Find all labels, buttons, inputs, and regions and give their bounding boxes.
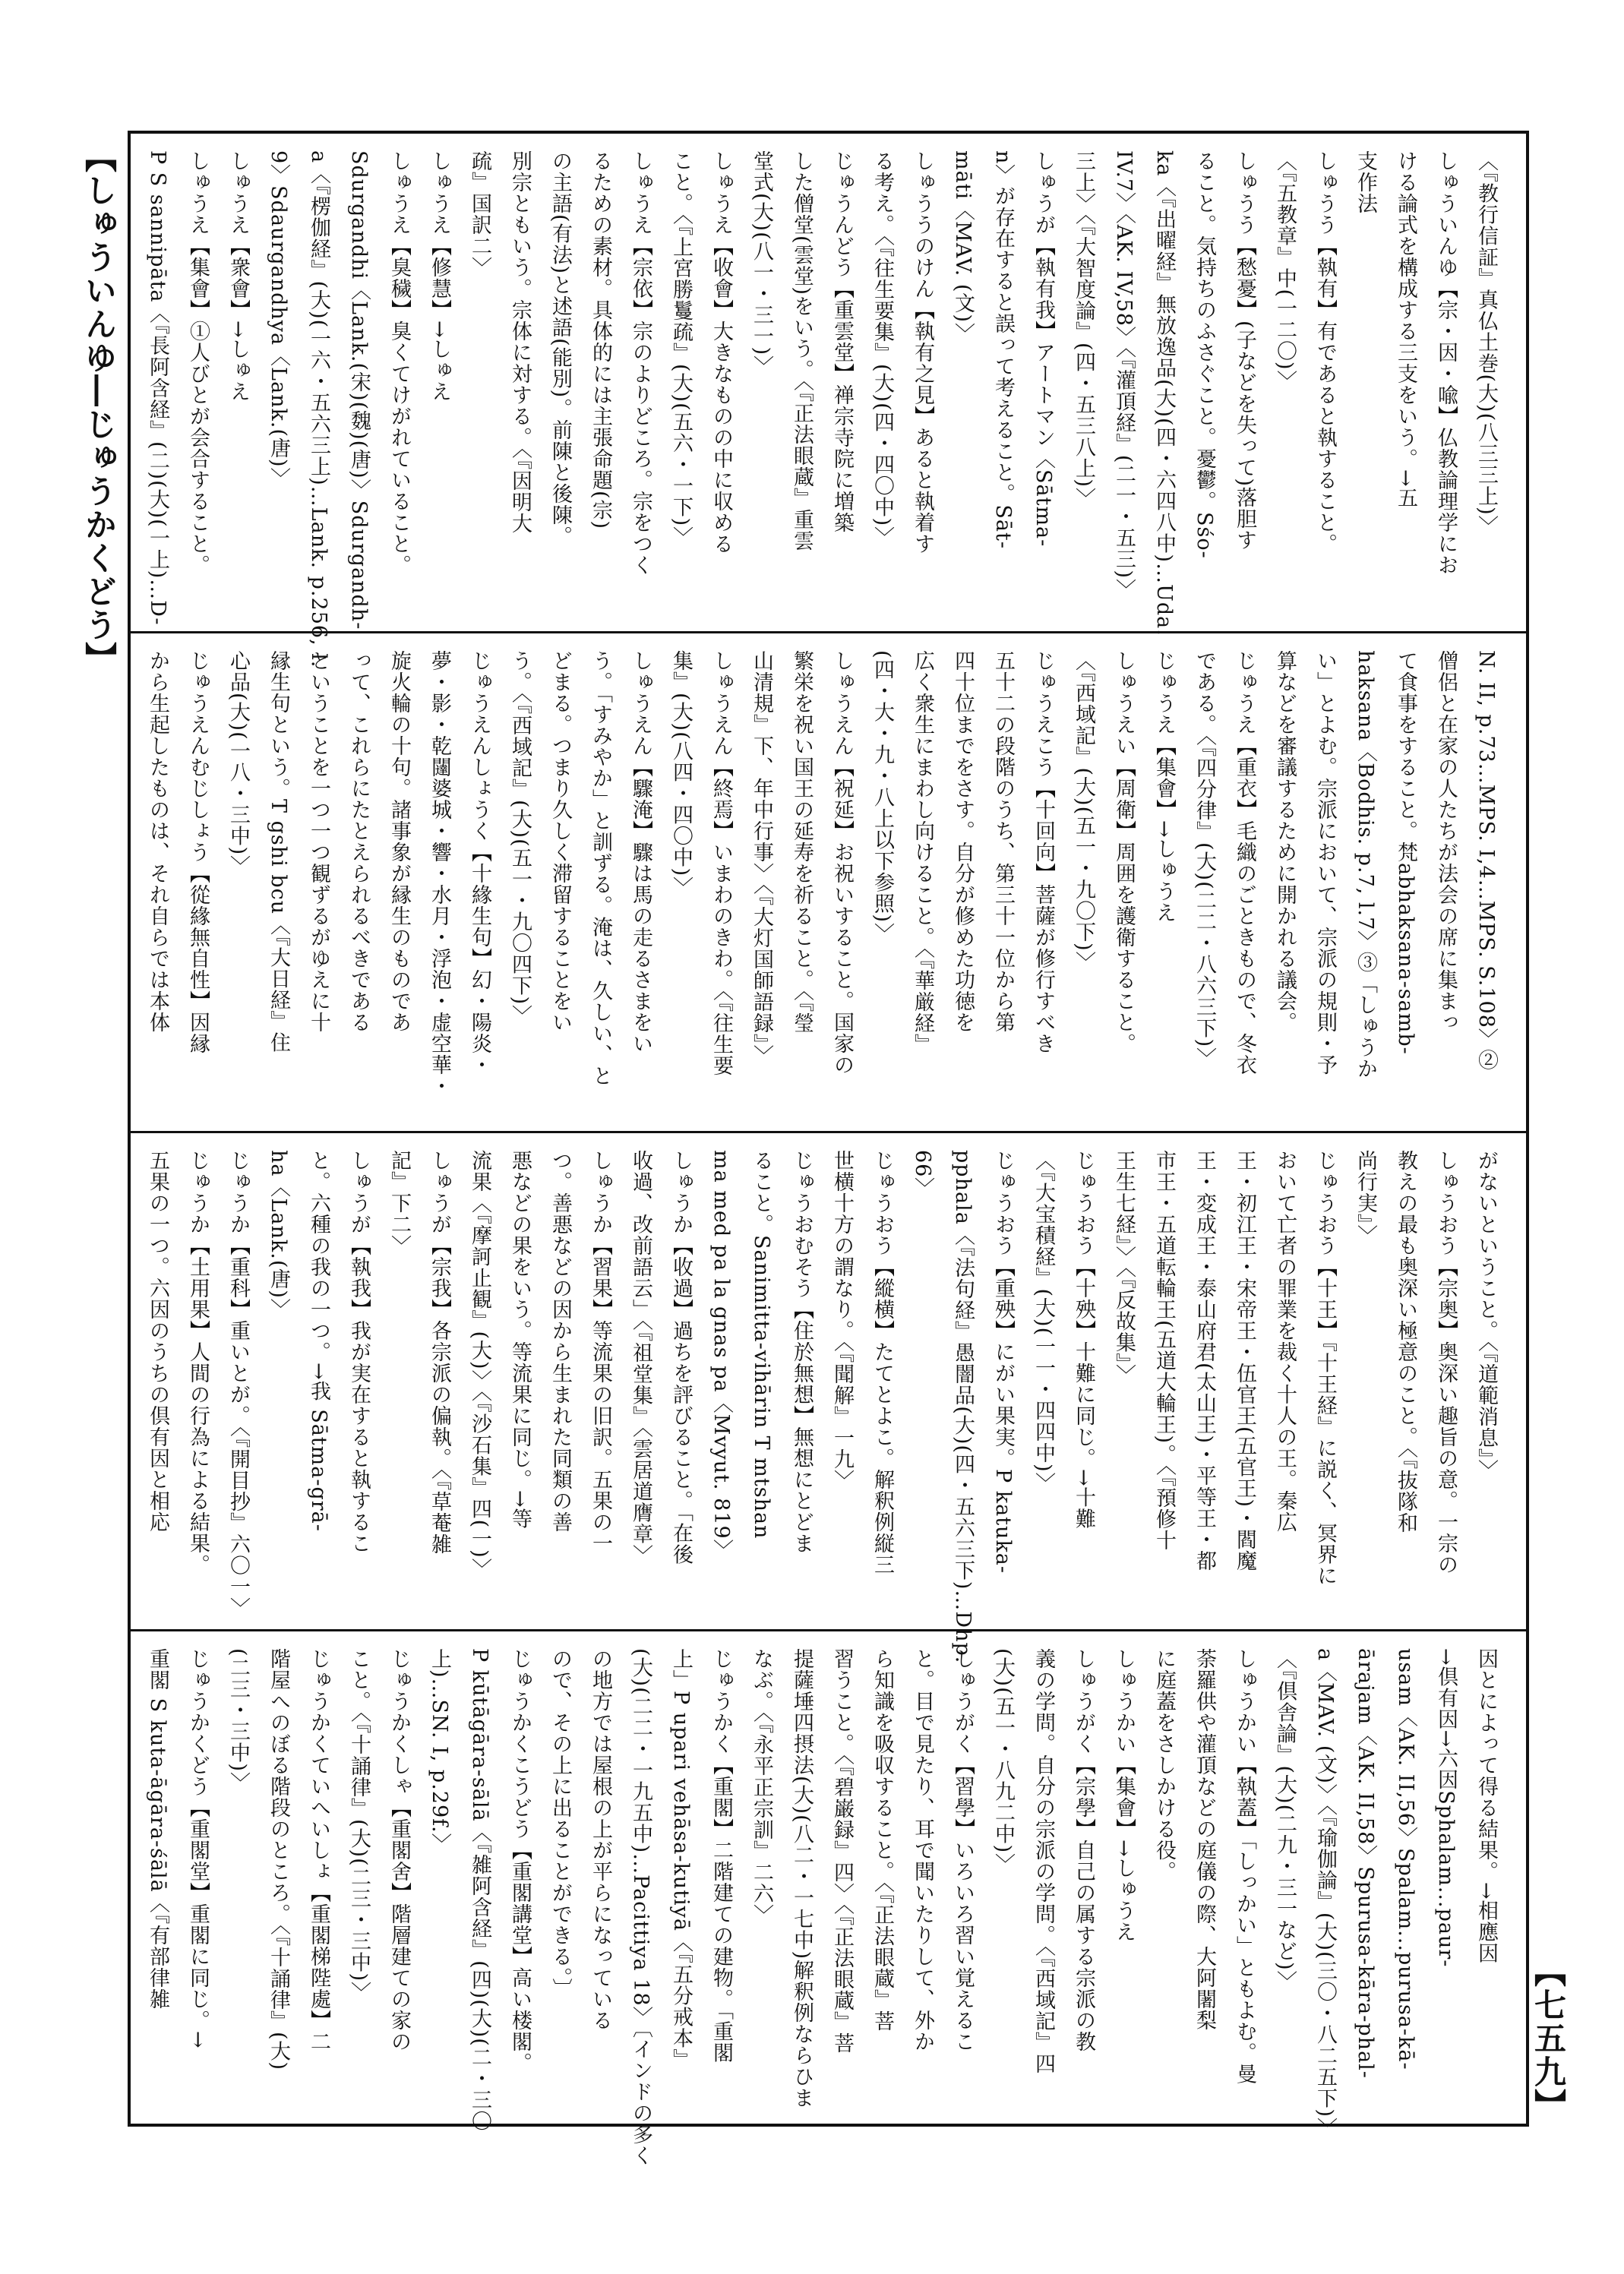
dictionary-line: どまる。つまり久しく滞留することをい xyxy=(548,650,572,1033)
running-head-title: 【しゅういんゆ―じゅうかくどう】 xyxy=(81,141,118,675)
dictionary-line: しゅうえ【收會】大きなものの中に収める xyxy=(709,150,733,554)
dictionary-line: って、これらにたとえられるべきである xyxy=(347,650,371,1033)
dictionary-line: しゅうえ【臭穢】臭くてけがれていること。 xyxy=(387,150,411,576)
page-frame xyxy=(128,131,1529,2167)
dictionary-line: しゅうがく【習學】いろいろ習い覚えるこ xyxy=(951,1648,975,2052)
page-number: 【七五九】 xyxy=(1530,1955,1567,2122)
dictionary-line: じゅうおう【十王】『十王経』に説く、冥界に xyxy=(1313,1150,1337,1587)
dictionary-line: 記』下二〉 xyxy=(387,1150,411,1256)
dictionary-line: 王・初江王・宋帝王・伍官王(五官王)・閻魔 xyxy=(1233,1150,1256,1572)
dictionary-line: しゅうかい【執蓋】「しっかい」ともよむ。曼 xyxy=(1233,1648,1256,2085)
dictionary-line: しゅうがく【宗學】自己の属する宗派の教 xyxy=(1072,1648,1095,2052)
dictionary-line: n〉が存在すると誤って考えること。Sāt- xyxy=(991,150,1015,549)
dictionary-line: である。〈『四分律』(大)(二二・八六三下)〉 xyxy=(1193,650,1216,1069)
dictionary-line: a〈『楞伽経』(大)(一六・五六三上)…Lank. p.256, l. xyxy=(307,150,330,668)
dictionary-line: Sdurgandhi〈Lank.(宋)(魏)(唐)〉Sdurgandh- xyxy=(347,150,371,630)
dictionary-line: 広く衆生にまわし向けること。〈『華厳経』 xyxy=(911,650,934,1055)
tier-4 xyxy=(131,1631,1526,2167)
dictionary-line: 算などを審議するために開かれる議会。 xyxy=(1273,650,1297,1033)
dictionary-line: 重閣 S kuta-āgāra-śālā〈『有部律雑 xyxy=(146,1648,169,2010)
dictionary-line: 荼羅供や灌頂などの庭儀の際、大阿闍梨 xyxy=(1193,1648,1216,2031)
dictionary-line: しゅうえん【驟淹】驟は馬の走るさまをい xyxy=(629,650,652,1054)
dictionary-line: 三上〉〈『大智度論』(四・五三八上)〉 xyxy=(1072,150,1095,510)
dictionary-line: 習うこと。〈『碧巌録』四〉〈『正法眼蔵』菩 xyxy=(830,1648,854,2054)
dictionary-line: しゅういんゆ【宗・因・喩】仏教論理学にお xyxy=(1434,150,1458,576)
tier-1 xyxy=(131,134,1526,668)
dictionary-line: 山清規』下、年中行事〉〈『大灯国師語録』〉 xyxy=(750,650,773,1066)
dictionary-line: (二三・三中)〉 xyxy=(226,1648,250,1794)
dictionary-line: した僧堂(雲堂)をいう。〈『正法眼蔵』重雲 xyxy=(790,150,814,552)
dictionary-line: がないということ。〈『道範消息』〉 xyxy=(1474,1150,1498,1481)
dictionary-line: おいて亡者の罪業を裁く十人の王。秦広 xyxy=(1273,1150,1297,1533)
dictionary-line: 五果の一つ。六因のうちの倶有因と相応 xyxy=(146,1150,169,1533)
dictionary-line: 縁生句という。T gshi bcu〈『大日経』住 xyxy=(267,650,290,1053)
dictionary-line: (四・大・九・八上以下参照)〉 xyxy=(870,650,894,945)
dictionary-line: しゅうが【執我】我が実在すると執するこ xyxy=(347,1150,371,1554)
dictionary-line: IV.7〉〈AK. IV,58〉〈『灌頂経』(二一・五三)〉 xyxy=(1112,150,1136,600)
dictionary-line: 義の学問。自分の宗派の学問。〈『西域記』四 xyxy=(1032,1648,1055,2074)
dictionary-line: 僧侶と在家の人たちが法会の席に集まっ xyxy=(1434,650,1458,1033)
dictionary-line: 別宗ともいう。宗体に対する。〈『因明大 xyxy=(508,150,532,534)
dictionary-line: haksana〈Bodhis. p.7, l.7〉③「しゅうか xyxy=(1354,650,1377,1080)
dictionary-line: の主語(有法)と述語(能別)。前陳と後陳。 xyxy=(548,150,572,548)
dictionary-line: 夢・影・乾闥婆城・響・水月・浮泡・虚空華・ xyxy=(428,650,451,1097)
dictionary-line: 悪などの果をいう。等流果に同じ。→等 xyxy=(508,1150,532,1530)
dictionary-line: 收過、改前語云」〈『祖堂集』〈雲居道膺章〉 xyxy=(629,1150,652,1566)
dictionary-line: じゅうおう【重殃】にがい果実。P katuka- xyxy=(991,1150,1015,1574)
dictionary-line: 堂式(大)(八一・三一)〉 xyxy=(750,150,773,377)
tier-3-text xyxy=(146,1150,1506,1664)
dictionary-line: じゅうえんしょうく【十緣生句】幻・陽炎・ xyxy=(468,650,491,1075)
dictionary-line: しゅうえん【祝延】お祝いすること。国家の xyxy=(830,650,854,1075)
dictionary-line: N. II, p.73…MPS. I,4…MPS. S.108〉② xyxy=(1474,650,1498,1071)
tier-1-text xyxy=(146,150,1506,668)
dictionary-line: a〈MAV. (文)〉〈『瑜伽論』(大)(三〇・八二五下)〉 xyxy=(1313,1648,1337,2140)
dictionary-line: ka〈『出曜経』無放逸品(大)(四・六四八中)…Uda. xyxy=(1152,150,1176,636)
dictionary-line: 疏』国訳二〉 xyxy=(468,150,491,278)
dictionary-line: い」とよむ。宗派において、宗派の規則・予 xyxy=(1313,650,1337,1075)
dictionary-line: しゅうえい【周衛】周囲を護衛すること。 xyxy=(1112,650,1136,1054)
dictionary-line: しゅううのけん【執有之見】あると執着す xyxy=(911,150,934,554)
dictionary-line: 流果〈『摩訶止観』(大)〉〈『沙石集』四(一)〉 xyxy=(468,1150,491,1580)
dictionary-line: P kūtāgāra-sālā〈『雑阿含経』(四)(大)(二・三〇 xyxy=(468,1648,491,2132)
dictionary-line: pphala〈『法句経』愚闇品(大)(四・五六三下)…Dhp. xyxy=(951,1150,975,1664)
dictionary-line: なぶ。〈『永平正宗訓』二六〉 xyxy=(750,1648,773,1925)
dictionary-line: しゅうえ【衆會】→しゅえ xyxy=(226,150,250,403)
dictionary-line: じゅうおむそう【住於無想】無想にとどま xyxy=(790,1150,814,1554)
dictionary-line: 因とによって得る結果。→相應因 xyxy=(1474,1648,1498,1964)
dictionary-line: じゅうえ【重衣】毛織のごときもので、冬衣 xyxy=(1233,650,1256,1075)
dictionary-line: しゅうかい【集會】→しゅうえ xyxy=(1112,1648,1136,1943)
dictionary-line: しゅうう【執有】有であると執すること。 xyxy=(1313,150,1337,554)
dictionary-line: に庭蓋をさしかける役。 xyxy=(1152,1648,1176,1882)
dictionary-line: る考え。〈『往生要集』(大)(四・四〇中)〉 xyxy=(870,150,894,548)
dictionary-line: じゅうえこう【十回向】菩薩が修行すべき xyxy=(1032,650,1055,1054)
dictionary-line: しゅうが【宗我】各宗派の偏執。〈『草菴雑 xyxy=(428,1150,451,1555)
dictionary-line: 〈『大宝積経』(大)(一一・四四中)〉 xyxy=(1032,1150,1055,1494)
dictionary-line: ということを一つ一つ観ずるがゆえに十 xyxy=(307,650,330,1033)
dictionary-line: じゅうえんむじしょう【從緣無自性】因縁 xyxy=(186,650,210,1054)
dictionary-line: ので、その上に出ることができる。〕 xyxy=(548,1648,572,2000)
dictionary-line: じゅうかくていへいしょ【重閣梯陛處】二 xyxy=(307,1648,330,2052)
dictionary-line: 四十位までをさす。自分が修めた功徳を xyxy=(951,650,975,1033)
dictionary-line: ら知識を吸収すること。〈『正法眼蔵』菩 xyxy=(870,1648,894,2032)
dictionary-line: 繁栄を祝い国王の延寿を祈ること。〈『瑩 xyxy=(790,650,814,1034)
dictionary-line: ārajam〈AK. II,58〉Spurusa-kāra-phal- xyxy=(1354,1648,1377,2079)
tier-4-text xyxy=(146,1648,1506,2167)
dictionary-line: 〈『教行信証』真仏土巻(大)(八三三上)〉 xyxy=(1474,150,1498,537)
dictionary-line: て食事をすること。梵abhaksana-samb- xyxy=(1394,650,1417,1055)
dictionary-line: じゅうんどう【重雲堂】禅宗寺院に増築 xyxy=(830,150,854,533)
tier-2-text xyxy=(146,650,1506,1114)
dictionary-line: 上」P upari vehāsa-kutiyā〈『五分戒本』 xyxy=(669,1648,693,2070)
dictionary-line: しゅうえ【集會】①人びとが会合すること。 xyxy=(186,150,210,576)
dictionary-line: P S sannipāta〈『長阿含経』(二)(大)(一上)…D- xyxy=(146,150,169,626)
dictionary-line: の地方では屋根の上が平らになっている xyxy=(589,1648,612,2031)
dictionary-line: 〈『倶舎論』(大)(二九・三一など)〉 xyxy=(1273,1648,1297,1992)
dictionary-line: じゅうえ【集會】→しゅうえ xyxy=(1152,650,1176,924)
dictionary-line: しゅうえん【終焉】いまわのきわ。〈『往生要 xyxy=(709,650,733,1076)
dictionary-line: 9〉Sdaurgandhya〈Lank.(唐)〉 xyxy=(267,150,290,489)
dictionary-line: しゅうか【收過】過ちを評びること。「在後 xyxy=(669,1150,693,1565)
dictionary-line: じゅうかくどう【重閣堂】重閣に同じ。→ xyxy=(186,1648,210,2049)
dictionary-line: じゅうかく【重閣】二階建ての建物。「重閣 xyxy=(709,1648,733,2064)
dictionary-line: ること。Sanimitta-vihārin T mtshan xyxy=(750,1150,773,1540)
dictionary-line: māti〈MAV. (文)〉 xyxy=(951,150,975,344)
dictionary-line: ること。気持ちのふさぐこと。憂鬱。Sśo- xyxy=(1193,150,1216,559)
dictionary-line: 階屋へのぼる階段のところ。〈『十誦律』(大) xyxy=(267,1648,290,2071)
dictionary-line: から生起したものは、それ自らでは本体 xyxy=(146,650,169,1033)
dictionary-line: しゅうか【習果】等流果の旧訳。五果の一 xyxy=(589,1150,612,1554)
dictionary-line: 王生七経』〉〈『反故集』〉 xyxy=(1112,1150,1136,1385)
dictionary-line: と。目で見たり、耳で聞いたりして、外か xyxy=(911,1648,934,2052)
dictionary-line: じゅうか【土用果】人間の行為による結果。 xyxy=(186,1150,210,1575)
dictionary-line: う。「すみやか」と訓ずる。淹は、久しい、と xyxy=(589,650,612,1087)
dictionary-line: 支作法 xyxy=(1354,150,1377,214)
dictionary-line: つ。善悪などの因から生まれた同類の善 xyxy=(548,1150,572,1533)
dictionary-line: 上)…SN. I, p.29f.〉 xyxy=(428,1648,451,1855)
dictionary-line: 旋火輪の十句。諸事象が縁生のものであ xyxy=(387,650,411,1033)
dictionary-line: じゅうおう【縱横】たてとよこ。解釈例縦三 xyxy=(870,1150,894,1575)
dictionary-line: 心品(大)(一八・三中)〉 xyxy=(226,650,250,877)
tier-3 xyxy=(131,1133,1526,1664)
dictionary-line: 世横十方の謂なり。〈『聞解』一九〉 xyxy=(830,1150,854,1491)
dictionary-line: ける論式を構成する三支をいう。→五 xyxy=(1394,150,1417,509)
dictionary-line: (大)(二二・一九五中)…Pacittiya 18〉〔インドの多く xyxy=(629,1648,652,2167)
dictionary-line: 集』(大)(八四・四〇中)〉 xyxy=(669,650,693,899)
dictionary-line: じゅうおう【十殃】十難に同じ。→十難 xyxy=(1072,1150,1095,1530)
dictionary-line: と。六種の我の一つ。→我 Sātma-grā- xyxy=(307,1150,330,1532)
dictionary-line: 66〉 xyxy=(911,1150,934,1199)
dictionary-line: しゅうう【愁憂】(子などを失って)落胆す xyxy=(1233,150,1256,551)
dictionary-line: こと。〈『十誦律』(大)(二三・三中)〉 xyxy=(347,1648,371,2004)
dictionary-line: ha〈Lank.(唐)〉 xyxy=(267,1150,290,1320)
dictionary-line: 市王・五道転輪王(五道大輪王)。〈『預修十 xyxy=(1152,1150,1176,1552)
dictionary-line: う。〈『西域記』(大)(五一・九〇四下)〉 xyxy=(508,650,532,1027)
dictionary-line: 五十二の段階のうち、第三十一位から第 xyxy=(991,650,1015,1033)
dictionary-line: 〈『五教章』中(一二〇)〉 xyxy=(1273,150,1297,392)
tier-2 xyxy=(131,633,1526,1133)
dictionary-line: じゅうかくこうどう【重閣講堂】高い楼閣。 xyxy=(508,1648,532,2073)
dictionary-line: こと。〈『上宮勝鬘疏』(大)(五六・一下)〉 xyxy=(669,150,693,548)
dictionary-line: しゅうが【執有我】アートマン〈Sātma- xyxy=(1032,150,1055,548)
dictionary-line: 王・変成王・泰山府君(太山王)・平等王・都 xyxy=(1193,1150,1216,1572)
dictionary-line: しゅうえ【修慧】→しゅえ xyxy=(428,150,451,403)
dictionary-line: 尚行実』〉 xyxy=(1354,1150,1377,1246)
dictionary-line: じゅうか【重科】重いとが。〈『開目抄』六〇一〉 xyxy=(226,1150,250,1619)
dictionary-line: ma med pa la gnas pa〈Mvyut. 819〉 xyxy=(709,1150,733,1561)
dictionary-line: しゅうえ【宗依】宗のよりどころ。宗をつく xyxy=(629,150,652,576)
dictionary-line: 提薩埵四摂法(大)(八二・一七中)解釈例ならひま xyxy=(790,1648,814,2109)
dictionary-line: 〈『西域記』(大)(五一・九〇下)〉 xyxy=(1072,650,1095,973)
dictionary-line: 教えの最も奥深い極意のこと。〈『抜隊和 xyxy=(1394,1150,1417,1533)
dictionary-line: るための素材。具体的には主張命題(宗) xyxy=(589,150,612,530)
dictionary-line: しゅうおう【宗奥】奥深い趣旨の意。一宗の xyxy=(1434,1150,1458,1575)
dictionary-line: →倶有因→六因Sphalam...paur- xyxy=(1434,1648,1458,1968)
dictionary-line: (大)(五一・八九二中)〉 xyxy=(991,1648,1015,1875)
dictionary-line: じゅうかくしゃ【重閣舍】階層建ての家の xyxy=(387,1648,411,2052)
dictionary-line: usam〈AK. II,56〉Spalam...purusa-kā- xyxy=(1394,1648,1417,2070)
